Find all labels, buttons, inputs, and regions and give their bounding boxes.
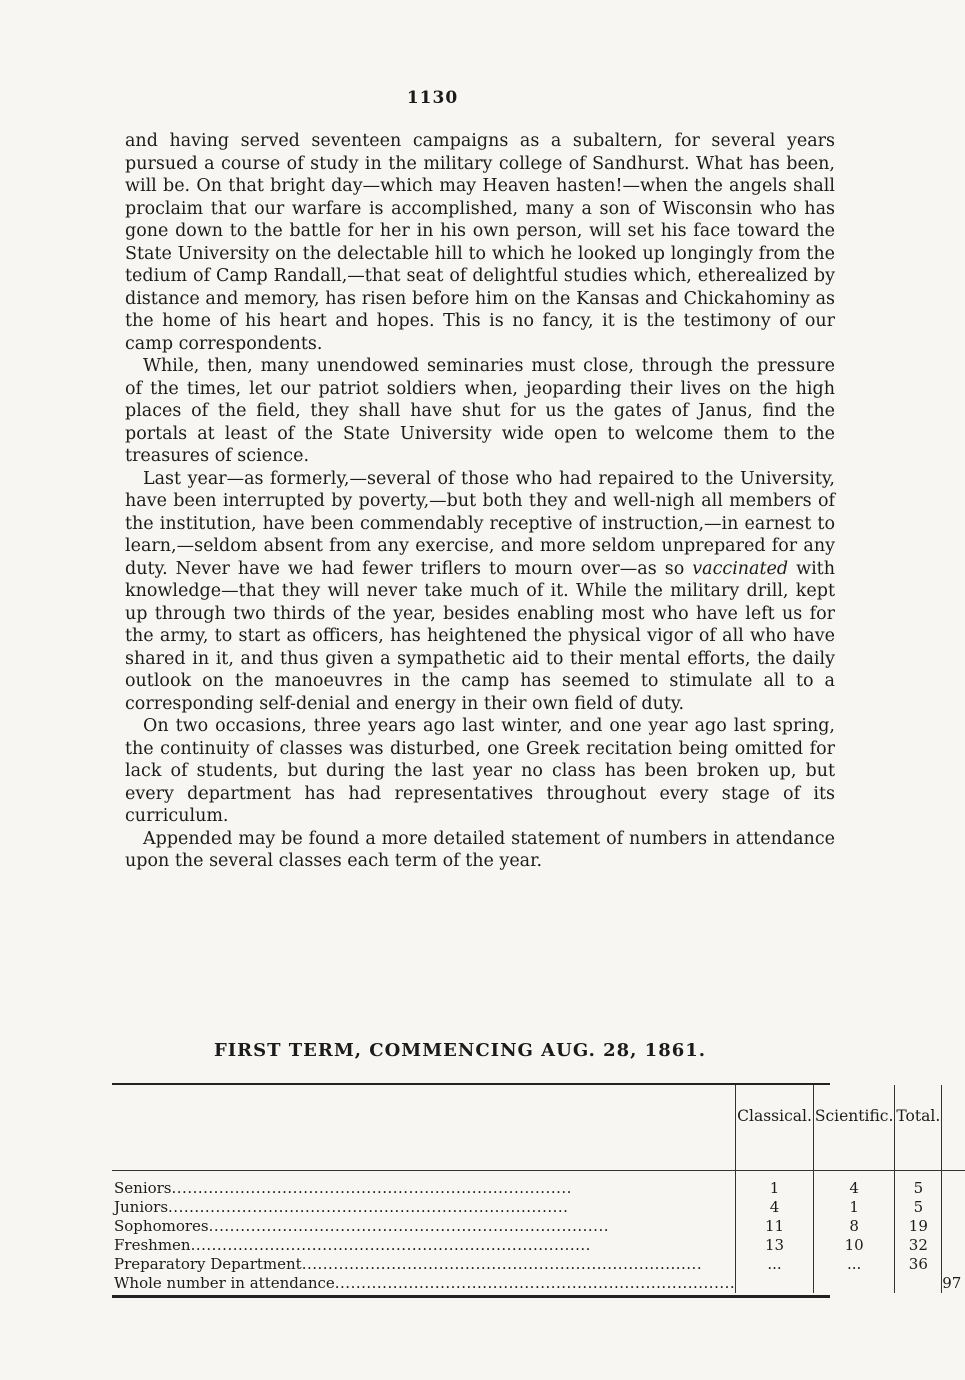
table-row	[112, 1217, 965, 1236]
page-number: 1130	[406, 88, 459, 108]
table-header-row	[112, 1085, 965, 1171]
cell-total: 5	[895, 1198, 942, 1217]
paragraph-4: On two occasions, three years ago last winter, and one year ago last spring, the continuity of classes was disturbed, one Greek recitation being omitted for lack of students, but during the last year no class has been broken up, but every department has had representatives throughout every stage of its curriculum.	[125, 716, 835, 826]
cell-total: 19	[895, 1217, 942, 1236]
cell-total	[895, 1274, 942, 1293]
cell-scientific: 8	[813, 1217, 895, 1236]
row-label: Juniors............................................................................	[114, 1198, 569, 1216]
attendance-table-wrap	[112, 1083, 962, 1298]
cell-total: 36	[895, 1255, 942, 1274]
paragraph-5: Appended may be found a more detailed statement of numbers in attendance upon the several classes each term of the year.	[125, 828, 835, 871]
attendance-table	[112, 1085, 965, 1293]
row-label: Whole number in attendance............................................................................	[114, 1274, 736, 1292]
cell-classical: 1	[736, 1171, 814, 1199]
row-label: Seniors............................................................................	[114, 1179, 572, 1197]
table-row	[112, 1236, 965, 1255]
header-total: Total.	[895, 1085, 942, 1171]
header-sum	[942, 1085, 965, 1171]
header-blank	[112, 1085, 736, 1171]
paragraph-3	[125, 468, 835, 716]
table-row	[112, 1255, 965, 1274]
table-row	[112, 1198, 965, 1217]
cell-scientific: 10	[813, 1236, 895, 1255]
cell-sum	[942, 1255, 965, 1274]
cell-classical	[736, 1274, 814, 1293]
cell-scientific: 1	[813, 1198, 895, 1217]
table-bottom-rule	[112, 1295, 830, 1298]
row-label: Sophomores............................................................................	[114, 1217, 609, 1235]
cell-classical: 11	[736, 1217, 814, 1236]
cell-whole-total: 97	[942, 1274, 965, 1293]
cell-sum	[942, 1236, 965, 1255]
cell-total: 32	[895, 1236, 942, 1255]
header-scientific: Scientific.	[813, 1085, 895, 1171]
italic-word: vaccinated	[692, 558, 789, 579]
paragraph-3-text-b: with knowledge—that they will never take much of it. While the military drill, kept up through two thirds of the year, besides enabling most who have left us for the army, to start as officers, has heightened the physical vigor of all who have shared in it, and thus given a sympathetic aid to their mental efforts, the daily outlook on the manoeuvres in the camp has seemed to stimulate all to a corresponding self-denial and energy in their own field of duty.	[125, 558, 835, 714]
cell-sum	[942, 1198, 965, 1217]
cell-classical: 4	[736, 1198, 814, 1217]
cell-scientific: ...	[813, 1255, 895, 1274]
paragraph-3-text-a: Last year—as formerly,—several of those who had repaired to the University, have been interrupted by poverty,—but both they and well-nigh all members of the institution, have been commendably receptive of instruction,—in earnest to learn,—seldom absent from any exercise, and more seldom unprepared for any duty. Never have we had fewer triflers to mourn over—as so	[125, 468, 835, 579]
paragraph-1: and having served seventeen campaigns as a subaltern, for several years pursued a course of study in the military college of Sandhurst. What has been, will be. On that bright day—which may Heaven hasten!—when the angels shall proclaim that our warfare is accomplished, many a son of Wisconsin who has gone down to the battle for her in his own person, will set his face toward the State University on the delectable hill to which he looked up longingly from the tedium of Camp Randall,—that seat of delightful studies which, etherealized by distance and memory, has risen before him on the Kansas and Chickahominy as the home of his heart and hopes. This is no fancy, it is the testimony of our camp correspondents.	[125, 131, 835, 354]
row-label: Freshmen............................................................................	[114, 1236, 591, 1254]
section-heading: FIRST TERM, COMMENCING AUG. 28, 1861.	[213, 1040, 707, 1061]
table-row-whole	[112, 1274, 965, 1293]
cell-classical: ...	[736, 1255, 814, 1274]
cell-classical: 13	[736, 1236, 814, 1255]
paragraph-2: While, then, many unendowed seminaries must close, through the pressure of the times, let our patriot soldiers when, jeoparding their lives on the high places of the field, they shall have shut for us the gates of Janus, find the portals at least of the State University wide open to welcome them to the treasures of science.	[125, 356, 835, 466]
header-classical: Classical.	[736, 1085, 814, 1171]
row-label: Preparatory Department............................................................................	[114, 1255, 703, 1273]
cell-sum	[942, 1217, 965, 1236]
cell-scientific	[813, 1274, 895, 1293]
cell-total: 5	[895, 1171, 942, 1199]
cell-sum	[942, 1171, 965, 1199]
table-row	[112, 1171, 965, 1199]
body-text	[125, 130, 835, 873]
cell-scientific: 4	[813, 1171, 895, 1199]
